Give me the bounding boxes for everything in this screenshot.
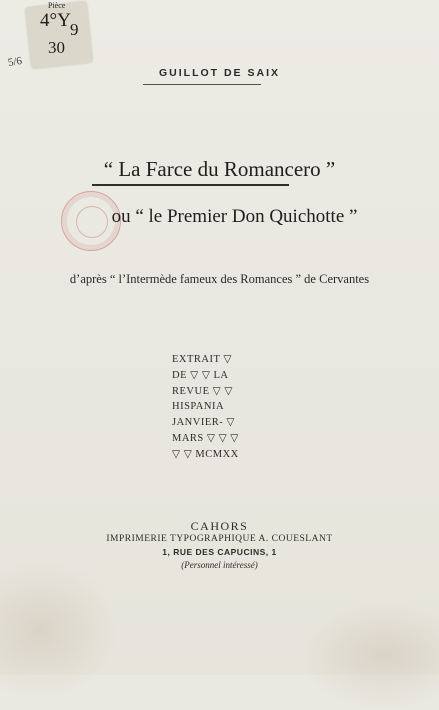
extract-line: HISPANIA bbox=[172, 401, 225, 413]
shelf-mark-line1: 4°Y bbox=[40, 10, 71, 31]
shelf-mark-small: Pièce bbox=[48, 1, 66, 10]
title-underline bbox=[92, 184, 289, 186]
extract-line: JANVIER- ▽ bbox=[172, 417, 235, 429]
author-underline bbox=[143, 84, 261, 85]
shelf-mark-line3: 30 bbox=[48, 38, 65, 57]
extract-line: ▽ ▽ MCMXX bbox=[172, 448, 239, 460]
source-note: d’après “ l’Intermède fameux des Romances ” de Cervantes bbox=[69, 272, 370, 286]
extract-line: EXTRAIT ▽ bbox=[172, 354, 232, 365]
imprint-city: CAHORS bbox=[190, 519, 249, 533]
shelf-mark-line2: 9 bbox=[70, 20, 79, 39]
book-title: “ La Farce du Romancero ” bbox=[103, 157, 336, 181]
extract-line: MARS ▽ ▽ ▽ bbox=[172, 432, 239, 444]
author-name: GUILLOT DE SAIX bbox=[158, 67, 280, 79]
pencil-note: 5/6 bbox=[7, 54, 23, 70]
extract-block bbox=[172, 352, 282, 463]
book-subtitle: ou “ le Premier Don Quichotte ” bbox=[111, 206, 358, 227]
foxing-stain bbox=[300, 600, 439, 710]
imprint-printer: IMPRIMERIE TYPOGRAPHIQUE A. COUESLANT bbox=[106, 534, 333, 544]
imprint-note: (Personnel intéressé) bbox=[181, 560, 258, 570]
extract-line: DE ▽ ▽ LA bbox=[172, 369, 229, 381]
imprint-street: 1, RUE DES CAPUCINS, 1 bbox=[162, 547, 277, 557]
foxing-stain bbox=[0, 560, 120, 700]
extract-line: REVUE ▽ ▽ bbox=[172, 385, 233, 397]
